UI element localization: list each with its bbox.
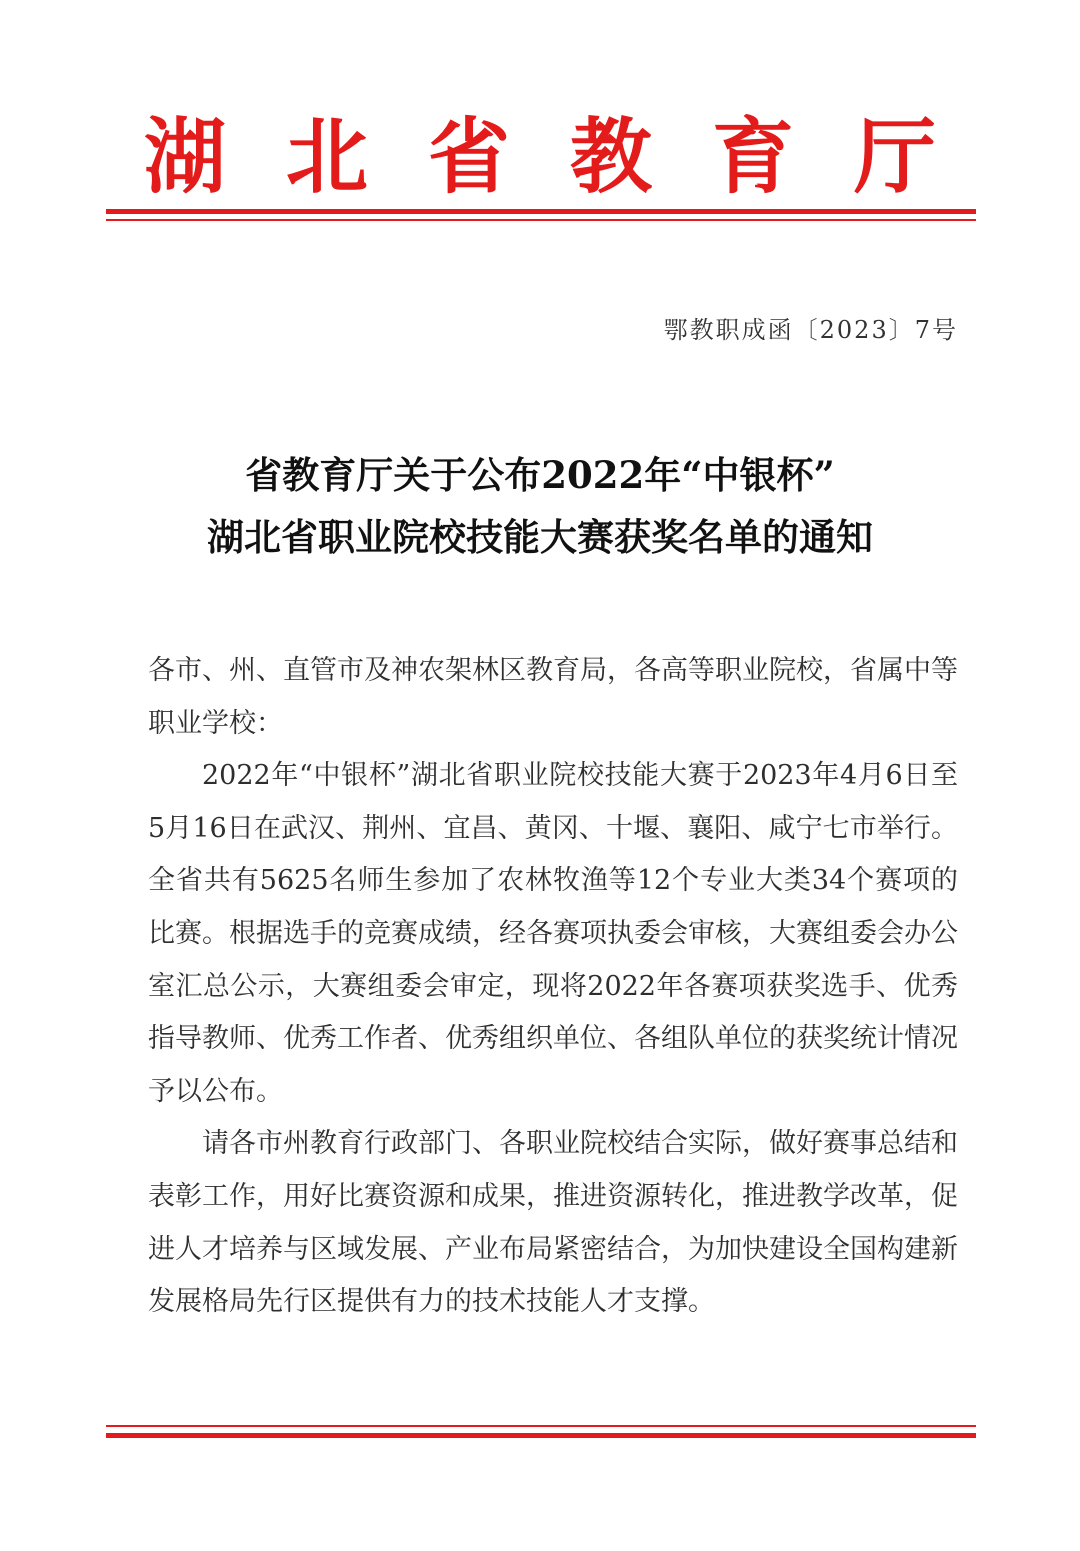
- letterhead-char: 厅: [853, 110, 936, 205]
- letterhead-char: 北: [285, 110, 368, 205]
- footer-rule-top: [106, 1425, 976, 1427]
- title-line-1: 省教育厅关于公布2022年“中银杯”: [245, 453, 835, 497]
- letterhead-rule-bottom: [106, 219, 976, 221]
- body-paragraph-2: 请各市州教育行政部门、各职业院校结合实际，做好赛事总结和表彰工作，用好比赛资源和成果，推进资源转化，推进教学改革，促进人才培养与区域发展、产业布局紧密结合，为加快建设全国构建新发展格局先行区提供有力的技术技能人才支撑。: [148, 1128, 958, 1318]
- salutation: 各市、州、直管市及神农架林区教育局，各高等职业院校，省属中等职业学校：: [148, 655, 958, 739]
- letterhead-masthead: [130, 108, 950, 208]
- body-paragraph-1: 2022年“中银杯”湖北省职业院校技能大赛于2023年4月6日至5月16日在武汉、荆州、宜昌、黄冈、十堰、襄阳、咸宁七市举行。全省共有5625名师生参加了农林牧渔等12个专业大类34个赛项的比赛。根据选手的竞赛成绩，经各赛项执委会审核，大赛组委会办公室汇总公示，大赛组委会审定，现将2022年各赛项获奖选手、优秀指导教师、优秀工作者、优秀组织单位、各组队单位的获奖统计情况予以公布。: [148, 760, 958, 1107]
- letterhead-char: 育: [711, 110, 794, 205]
- letterhead-char: 教: [569, 110, 652, 205]
- letterhead-char: 省: [427, 110, 510, 205]
- document-title: [150, 450, 930, 560]
- document-body: [148, 645, 958, 1329]
- footer-rule-bottom: [106, 1433, 976, 1438]
- letterhead-char: 湖: [143, 110, 226, 205]
- letterhead-rule-top: [106, 209, 976, 214]
- document-number: 鄂教职成函〔2023〕7号: [663, 316, 958, 344]
- title-line-2: 湖北省职业院校技能大赛获奖名单的通知: [207, 515, 873, 559]
